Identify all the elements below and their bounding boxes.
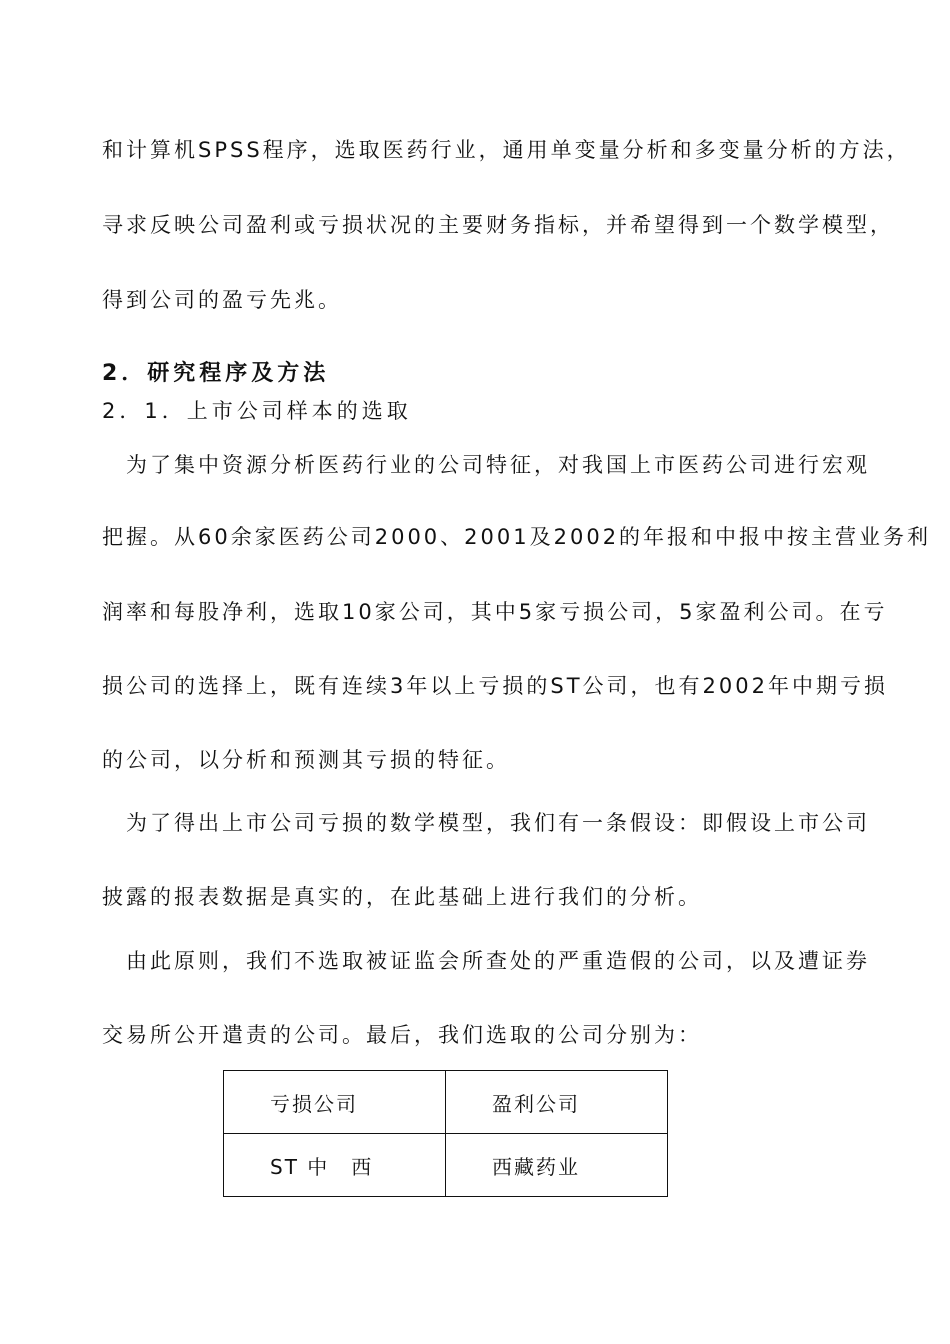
- cell-profit-company: 西藏药业: [446, 1134, 668, 1197]
- para2-line-4: 损公司的选择上，既有连续3年以上亏损的ST公司，也有2002年中期亏损: [102, 674, 888, 698]
- para1-line-3: 得到公司的盈亏先兆。: [102, 288, 342, 312]
- para3-line-1: 为了得出上市公司亏损的数学模型，我们有一条假设：即假设上市公司: [102, 811, 870, 835]
- table-row: [224, 1134, 668, 1197]
- para4-line-1: 由此原则，我们不选取被证监会所查处的严重造假的公司，以及遭证券: [102, 949, 870, 973]
- company-table: [223, 1070, 668, 1197]
- header-loss-companies: 亏损公司: [224, 1071, 446, 1134]
- cell-loss-company: ST 中 西: [224, 1134, 446, 1197]
- para1-line-1: 和计算机SPSS程序，选取医药行业，通用单变量分析和多变量分析的方法，: [102, 138, 911, 162]
- para1-line-2: 寻求反映公司盈利或亏损状况的主要财务指标，并希望得到一个数学模型，: [102, 213, 894, 237]
- para2-line-3: 润率和每股净利，选取10家公司，其中5家亏损公司，5家盈利公司。在亏: [102, 600, 888, 624]
- table-header-row: [224, 1071, 668, 1134]
- para4-line-2: 交易所公开遣责的公司。最后，我们选取的公司分别为：: [102, 1023, 702, 1047]
- para2-line-1: 为了集中资源分析医药行业的公司特征，对我国上市医药公司进行宏观: [102, 453, 870, 477]
- para3-line-2: 披露的报表数据是真实的，在此基础上进行我们的分析。: [102, 885, 702, 909]
- subsection-heading: 2．1．上市公司样本的选取: [102, 399, 412, 423]
- para2-line-2: 把握。从60余家医药公司2000、2001及2002的年报和中报中按主营业务利: [102, 525, 932, 549]
- para2-line-5: 的公司，以分析和预测其亏损的特征。: [102, 748, 510, 772]
- header-profit-companies: 盈利公司: [446, 1071, 668, 1134]
- section-heading: 2．研究程序及方法: [102, 361, 330, 386]
